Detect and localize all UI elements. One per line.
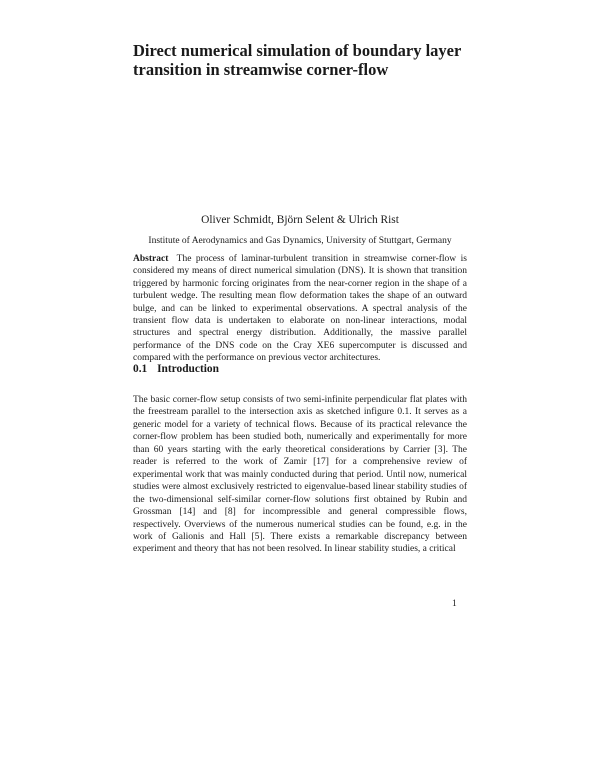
section-title: Introduction	[157, 363, 219, 375]
author-list: Oliver Schmidt, Björn Selent & Ulrich Rist	[201, 214, 399, 226]
section-number: 0.1	[133, 363, 148, 375]
abstract-block	[133, 253, 467, 365]
page-number: 1	[452, 599, 457, 609]
abstract-label: Abstract	[133, 254, 169, 264]
introduction-paragraph: The basic corner-flow setup consists of two semi-infinite perpendicular flat plates with the freestream parallel to the intersection axis as sketched infigure 0.1. It serves as a generic model for a variety of technical flows. Because of its practical relevance the corner-flow problem has been studied both, numerically and experimentally for more than 60 years starting with the early theoretical considerations by Carrier [3]. The reader is referred to the work of Zamir [17] for a comprehensive review of experimental work that was mainly conducted during that period. Until now, numerical studies were almost exclusively restricted to eigenvalue-based linear stability studies of the two-dimensional self-similar corner-flow solutions first obtained by Rubin and Grossman [14] and [8] for incompressible and general compressible flows, respectively. Overviews of the numerous numerical studies can be found, e.g. in the work of Galionis and Hall [5]. There exists a remarkable discrepancy between experiment and theory that has not been resolved. In linear stability studies, a critical	[133, 395, 467, 555]
section-heading-introduction	[133, 362, 219, 376]
author-affiliation: Institute of Aerodynamics and Gas Dynamics, University of Stuttgart, Germany	[148, 236, 452, 246]
paper-title: Direct numerical simulation of boundary layer transition in streamwise corner-flow	[133, 41, 462, 79]
abstract-text: The process of laminar-turbulent transition in streamwise corner-flow is considered my means of direct numerical simulation (DNS). It is shown that transition triggered by harmonic forcing originates from the near-corner region in the shape of a turbulent wedge. The resulting mean flow deformation takes the shape of an outward bulge, and can be linked to experimental observations. A spectral analysis of the transient flow data is undertaken to elaborate on non-linear interactions, modal structures and spectral energy distribution. Additionally, the massive parallel performance of the DNS code on the Cray XE6 supercomputer is discussed and compared with the performance on previous vector architectures.	[133, 254, 467, 364]
